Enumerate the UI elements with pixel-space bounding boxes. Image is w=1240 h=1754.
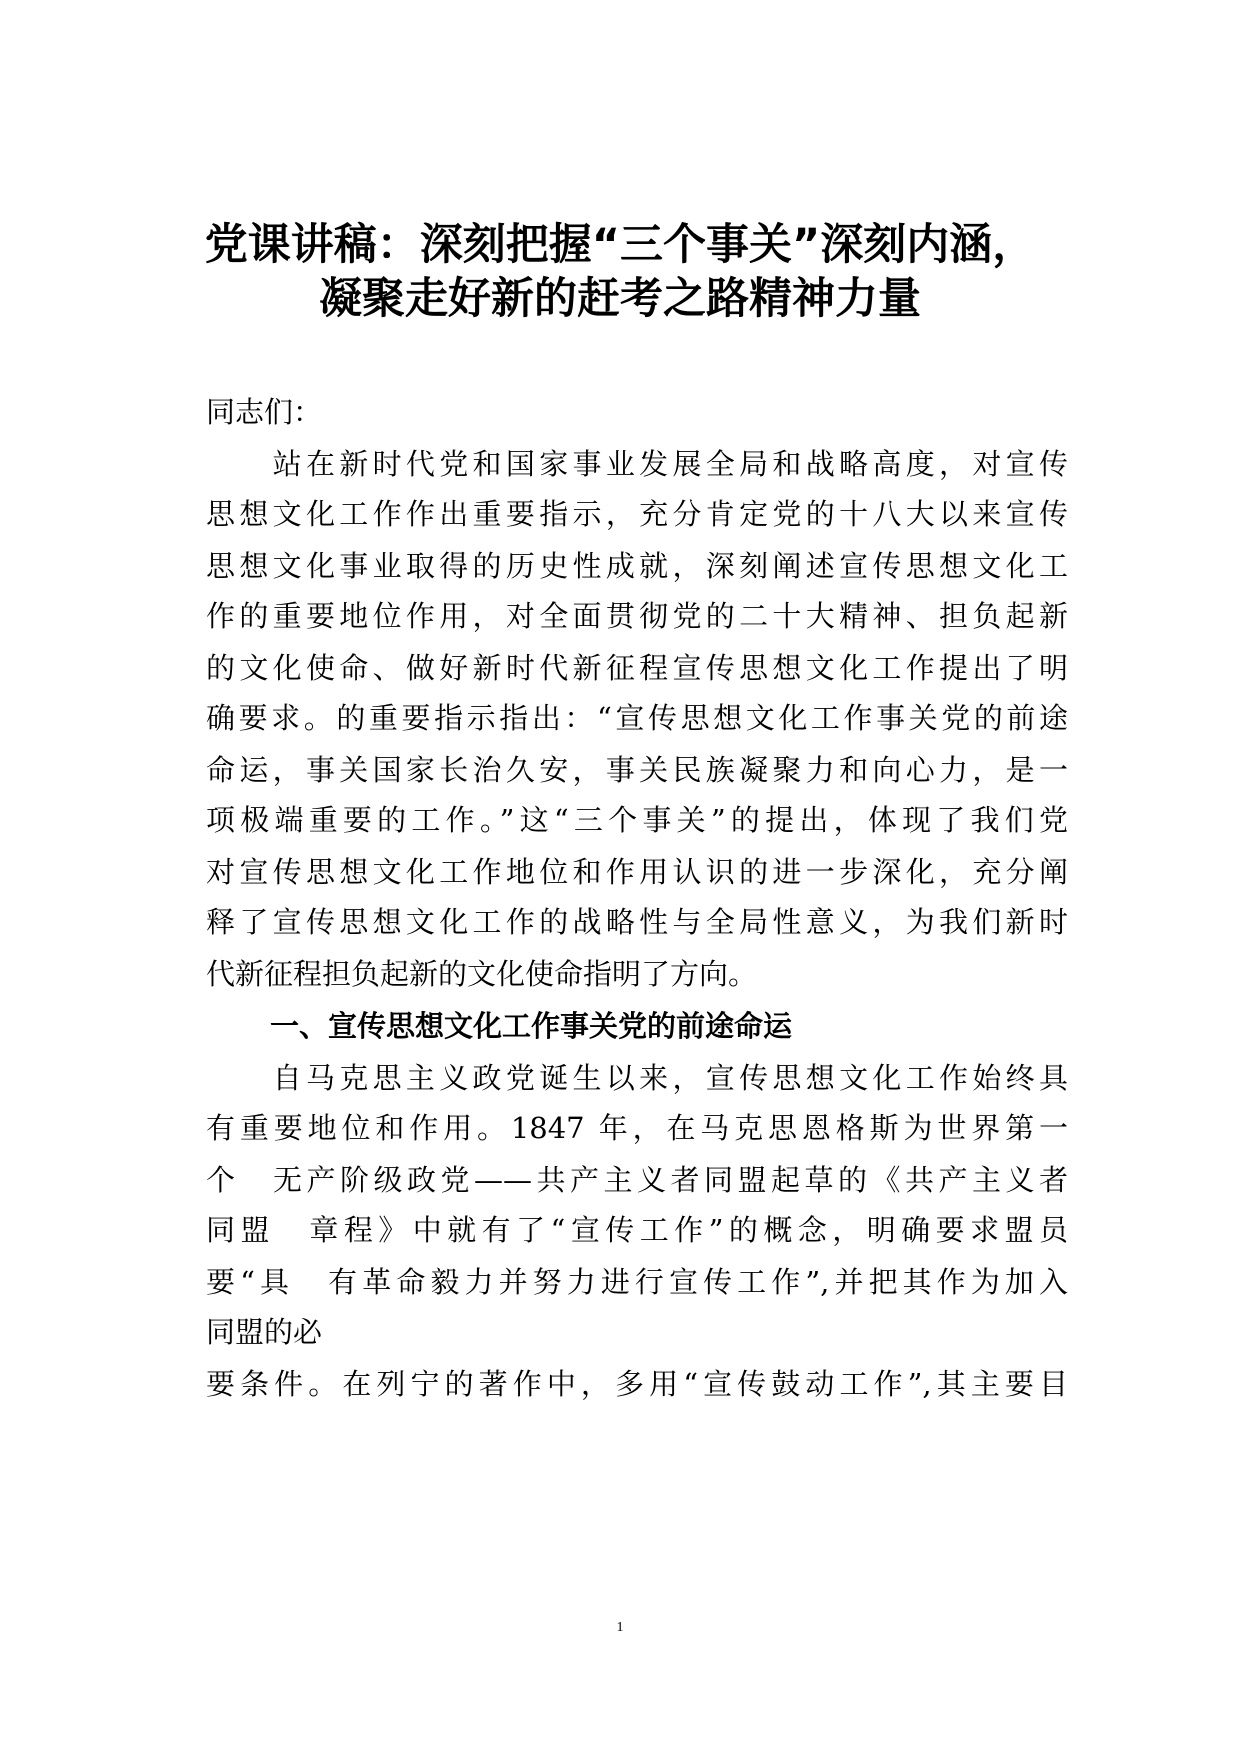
- paragraph-line: 个 无产阶级政党——共产主义者同盟起草的《共产主义者: [206, 1163, 1068, 1197]
- paragraph-line: 有重要地位和作用。1847 年，在马克思恩格斯为世界第一: [206, 1111, 1068, 1145]
- paragraph-line: 同盟的必: [206, 1315, 323, 1349]
- paragraph-line: 思想文化工作作出重要指示，充分肯定党的十八大以来宣传: [206, 497, 1068, 531]
- paragraph-line: 同盟 章程》中就有了“宣传工作”的概念，明确要求盟员: [206, 1213, 1068, 1247]
- paragraph-line: 自马克思主义政党诞生以来，宣传思想文化工作始终具: [206, 1061, 1068, 1095]
- paragraph-line: 要“具 有革命毅力并努力进行宣传工作”,并把其作为加入: [206, 1265, 1068, 1299]
- paragraph-line: 释了宣传思想文化工作的战略性与全局性意义，为我们新时: [206, 905, 1068, 939]
- paragraph-line: 对宣传思想文化工作地位和作用认识的进一步深化，充分阐: [206, 855, 1068, 889]
- paragraph-line: 的文化使命、做好新时代新征程宣传思想文化工作提出了明: [206, 651, 1068, 685]
- document-title-line-1: 党课讲稿：深刻把握“三个事关”深刻内涵，: [204, 220, 1036, 270]
- paragraph-line: 思想文化事业取得的历史性成就，深刻阐述宣传思想文化工: [206, 549, 1068, 583]
- document-title-line-2: 凝聚走好新的赶考之路精神力量: [319, 274, 921, 324]
- page-number: 1: [616, 1620, 624, 1635]
- paragraph-line: 要条件。在列宁的著作中，多用“宣传鼓动工作”,其主要目: [206, 1367, 1068, 1401]
- section-heading: 一、宣传思想文化工作事关党的前途命运: [270, 1009, 793, 1043]
- paragraph-line: 站在新时代党和国家事业发展全局和战略高度，对宣传: [206, 447, 1068, 481]
- paragraph-line: 确要求。的重要指示指出：“宣传思想文化工作事关党的前途: [206, 701, 1068, 735]
- salutation: 同志们：: [206, 395, 323, 429]
- paragraph-line: 项极端重要的工作。”这“三个事关”的提出，体现了我们党: [206, 803, 1068, 837]
- paragraph-line: 命运，事关国家长治久安，事关民族凝聚力和向心力，是一: [206, 753, 1068, 787]
- paragraph-line: 作的重要地位作用，对全面贯彻党的二十大精神、担负起新: [206, 599, 1068, 633]
- paragraph-line: 代新征程担负起新的文化使命指明了方向。: [206, 957, 758, 991]
